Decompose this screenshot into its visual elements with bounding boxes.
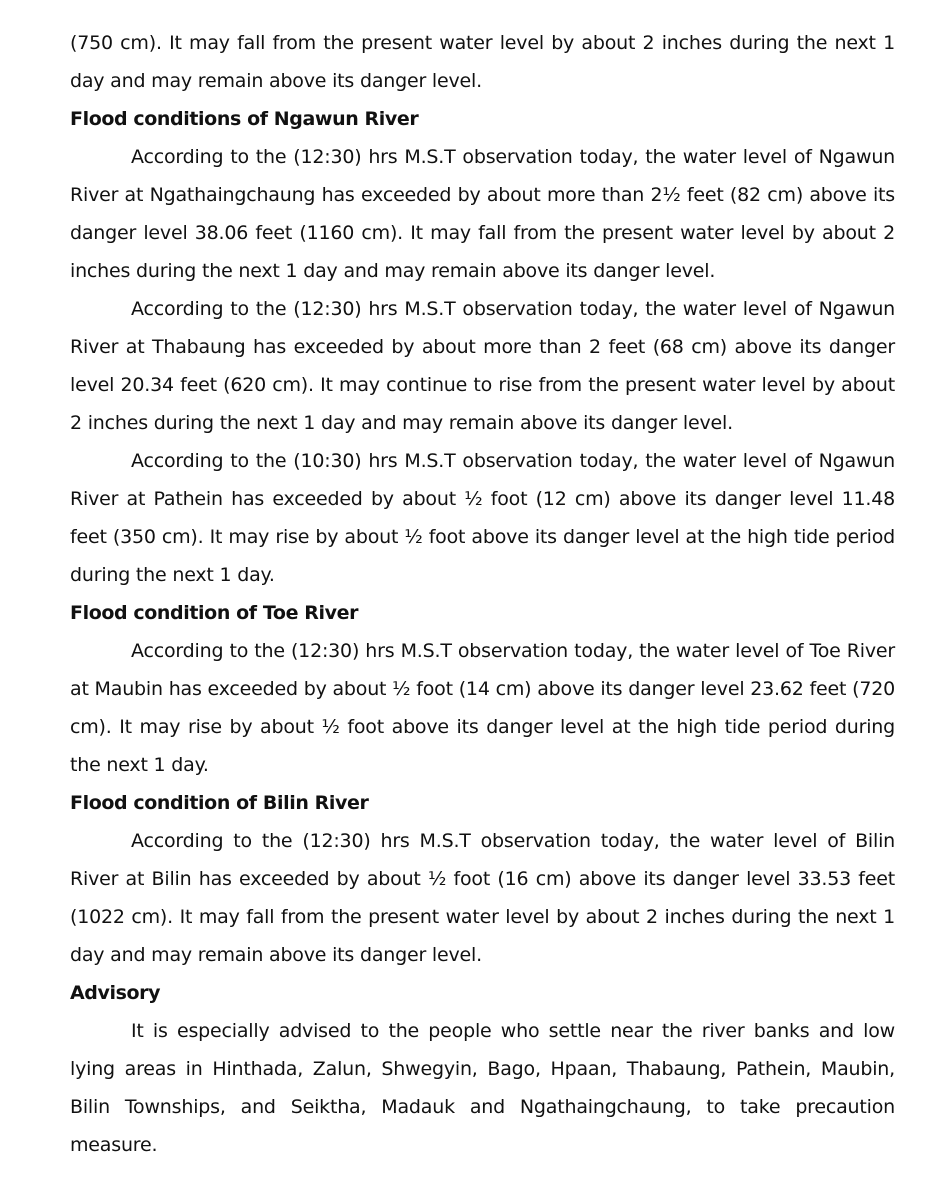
paragraph-bilin-bilin: According to the (12:30) hrs M.S.T observation today, the water level of Bilin River at Bilin has exceeded by about ½ foot (16 cm) above its danger level 33.53 feet (1022 cm). It may fall from the present water level by about 2 inches during the next 1 day and may remain above its danger level. (70, 830, 895, 966)
continuation-paragraph: (750 cm). It may fall from the present water level by about 2 inches during the next 1 day and may remain above its danger level. (70, 32, 895, 92)
paragraph-ngawun-ngathaingchaung: According to the (12:30) hrs M.S.T observation today, the water level of Ngawun River at Ngathaingchaung has exceeded by about more than 2½ feet (82 cm) above its danger level 38.06 feet (1160 cm). It may fall from the present water level by about 2 inches during the next 1 day and may remain above its danger level. (70, 146, 895, 282)
paragraph-ngawun-pathein: According to the (10:30) hrs M.S.T observation today, the water level of Ngawun River at Pathein has exceeded by about ½ foot (12 cm) above its danger level 11.48 feet (350 cm). It may rise by about ½ foot above its danger level at the high tide period during the next 1 day. (70, 450, 895, 586)
paragraph-ngawun-thabaung: According to the (12:30) hrs M.S.T observation today, the water level of Ngawun River at Thabaung has exceeded by about more than 2 feet (68 cm) above its danger level 20.34 feet (620 cm). It may continue to rise from the present water level by about 2 inches during the next 1 day and may remain above its danger level. (70, 298, 895, 434)
paragraph-advisory: It is especially advised to the people who settle near the river banks and low lying areas in Hinthada, Zalun, Shwegyin, Bago, Hpaan, Thabaung, Pathein, Maubin, Bilin Townships, and Seiktha, Madauk and Ngathaingchaung, to take precaution measure. (70, 1020, 895, 1156)
section-heading-advisory: Advisory (70, 982, 161, 1004)
section-heading-toe: Flood condition of Toe River (70, 602, 359, 624)
document-page (70, 24, 895, 1164)
section-heading-bilin: Flood condition of Bilin River (70, 792, 369, 814)
paragraph-toe-maubin: According to the (12:30) hrs M.S.T observation today, the water level of Toe River at Maubin has exceeded by about ½ foot (14 cm) above its danger level 23.62 feet (720 cm). It may rise by about ½ foot above its danger level at the high tide period during the next 1 day. (70, 640, 895, 776)
section-heading-ngawun: Flood conditions of Ngawun River (70, 108, 419, 130)
